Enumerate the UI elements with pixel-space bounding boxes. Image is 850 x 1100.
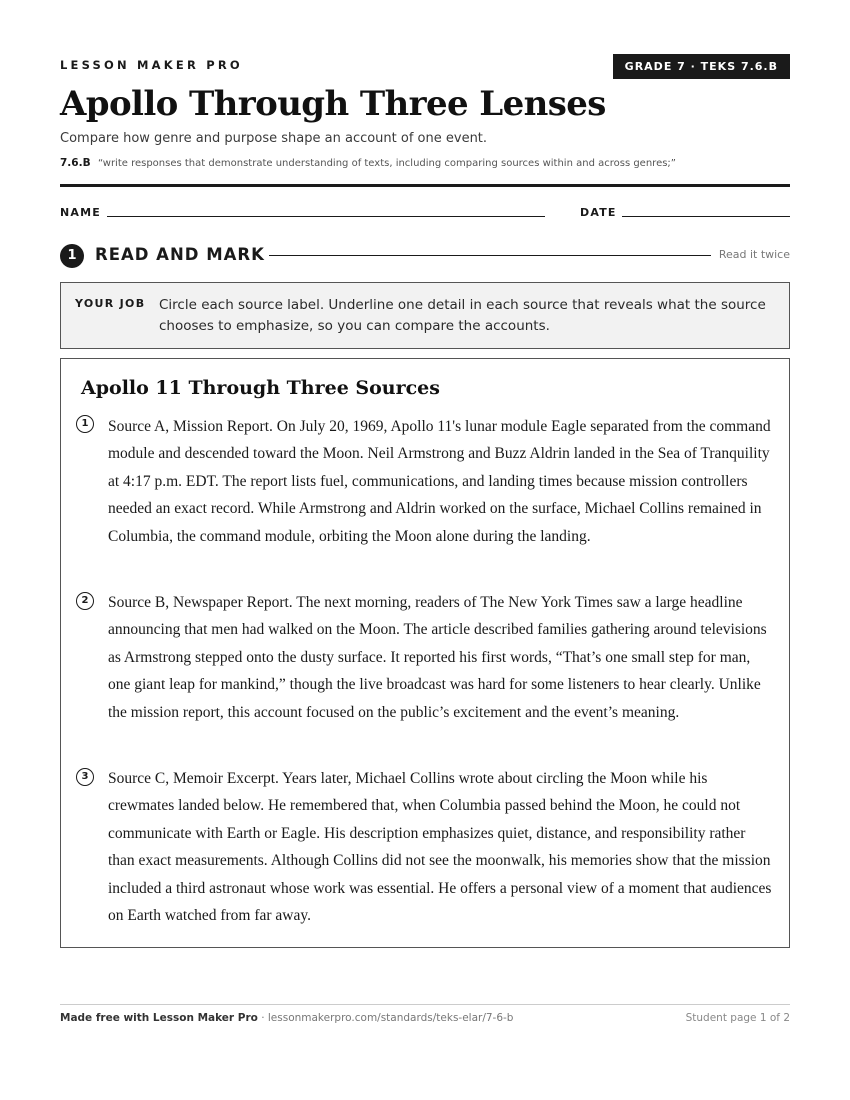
paragraph-number: 3 — [76, 768, 94, 786]
paragraph-source-c: Source C, Memoir Excerpt. Years later, Michael Collins wrote about circling the Moon while his crewmates landed below. He remembered that, when Columbia passed behind the Moon, he could not communicate with Earth or Eagle. His description emphasizes quiet, distance, and responsibility rather than exact measurements. Although Collins did not see the moonwalk, his memories show that the mission included a third astronaut whose work was essential. He offers a personal view of a moment that audiences on Earth watched from far away. — [108, 770, 772, 925]
page-subtitle: Compare how genre and purpose shape an account of one event. — [60, 131, 488, 146]
footer-divider — [60, 1004, 790, 1005]
footer-url[interactable]: lessonmakerpro.com/standards/teks-elar/7-6-b — [267, 1012, 514, 1024]
brand-name: LESSON MAKER PRO — [60, 58, 243, 72]
worksheet-page — [60, 0, 790, 1100]
paragraph-number: 2 — [76, 592, 94, 610]
grade-badge: GRADE 7 · TEKS 7.6.B — [613, 54, 790, 79]
your-job-box — [60, 282, 790, 349]
your-job-text: Circle each source label. Underline one detail in each source that reveals what the source chooses to emphasize, so you can compare the accounts. — [159, 297, 766, 334]
name-label: NAME — [60, 206, 101, 219]
passage-title: Apollo 11 Through Three Sources — [81, 377, 440, 399]
section-note: Read it twice — [718, 248, 790, 261]
section-title: READ AND MARK — [95, 245, 265, 264]
name-field[interactable] — [107, 216, 545, 217]
standard-code: 7.6.B — [60, 157, 91, 169]
footer-made-with: Made free with Lesson Maker Pro — [60, 1012, 258, 1024]
page-title: Apollo Through Three Lenses — [60, 84, 606, 124]
footer-page-number: Student page 1 of 2 — [685, 1012, 790, 1024]
paragraph-number: 1 — [76, 415, 94, 433]
your-job-label: YOUR JOB — [75, 297, 146, 310]
section-number-badge: 1 — [60, 244, 84, 268]
footer-separator: · — [257, 1012, 268, 1024]
header-divider — [60, 184, 790, 187]
standard-line — [60, 157, 676, 169]
paragraph-source-b: Source B, Newspaper Report. The next morning, readers of The New York Times saw a large headline announcing that men had walked on the Moon. The article described families gathering around televisions as Armstrong stepped onto the dusty surface. It reported his first words, “That’s one small step for man, one giant leap for mankind,” though the live broadcast was hard for some listeners to hear clearly. Unlike the mission report, this account focused on the public’s excitement and the event’s meaning. — [108, 594, 767, 721]
date-label: DATE — [580, 206, 617, 219]
paragraph-source-a: Source A, Mission Report. On July 20, 1969, Apollo 11's lunar module Eagle separated from the command module and descended toward the Moon. Neil Armstrong and Buzz Aldrin landed in the Sea of Tranquility at 4:17 p.m. EDT. The report lists fuel, communications, and landing times because mission controllers needed an exact record. While Armstrong and Aldrin worked on the surface, Michael Collins remained in Columbia, the command module, orbiting the Moon alone during the landing. — [108, 418, 771, 545]
section-rule — [269, 255, 711, 256]
reading-passage-box — [60, 358, 790, 948]
standard-text: “write responses that demonstrate understanding of texts, including comparing sources within and across genres;” — [97, 158, 676, 169]
footer-credit — [60, 1012, 513, 1024]
date-field[interactable] — [622, 216, 790, 217]
